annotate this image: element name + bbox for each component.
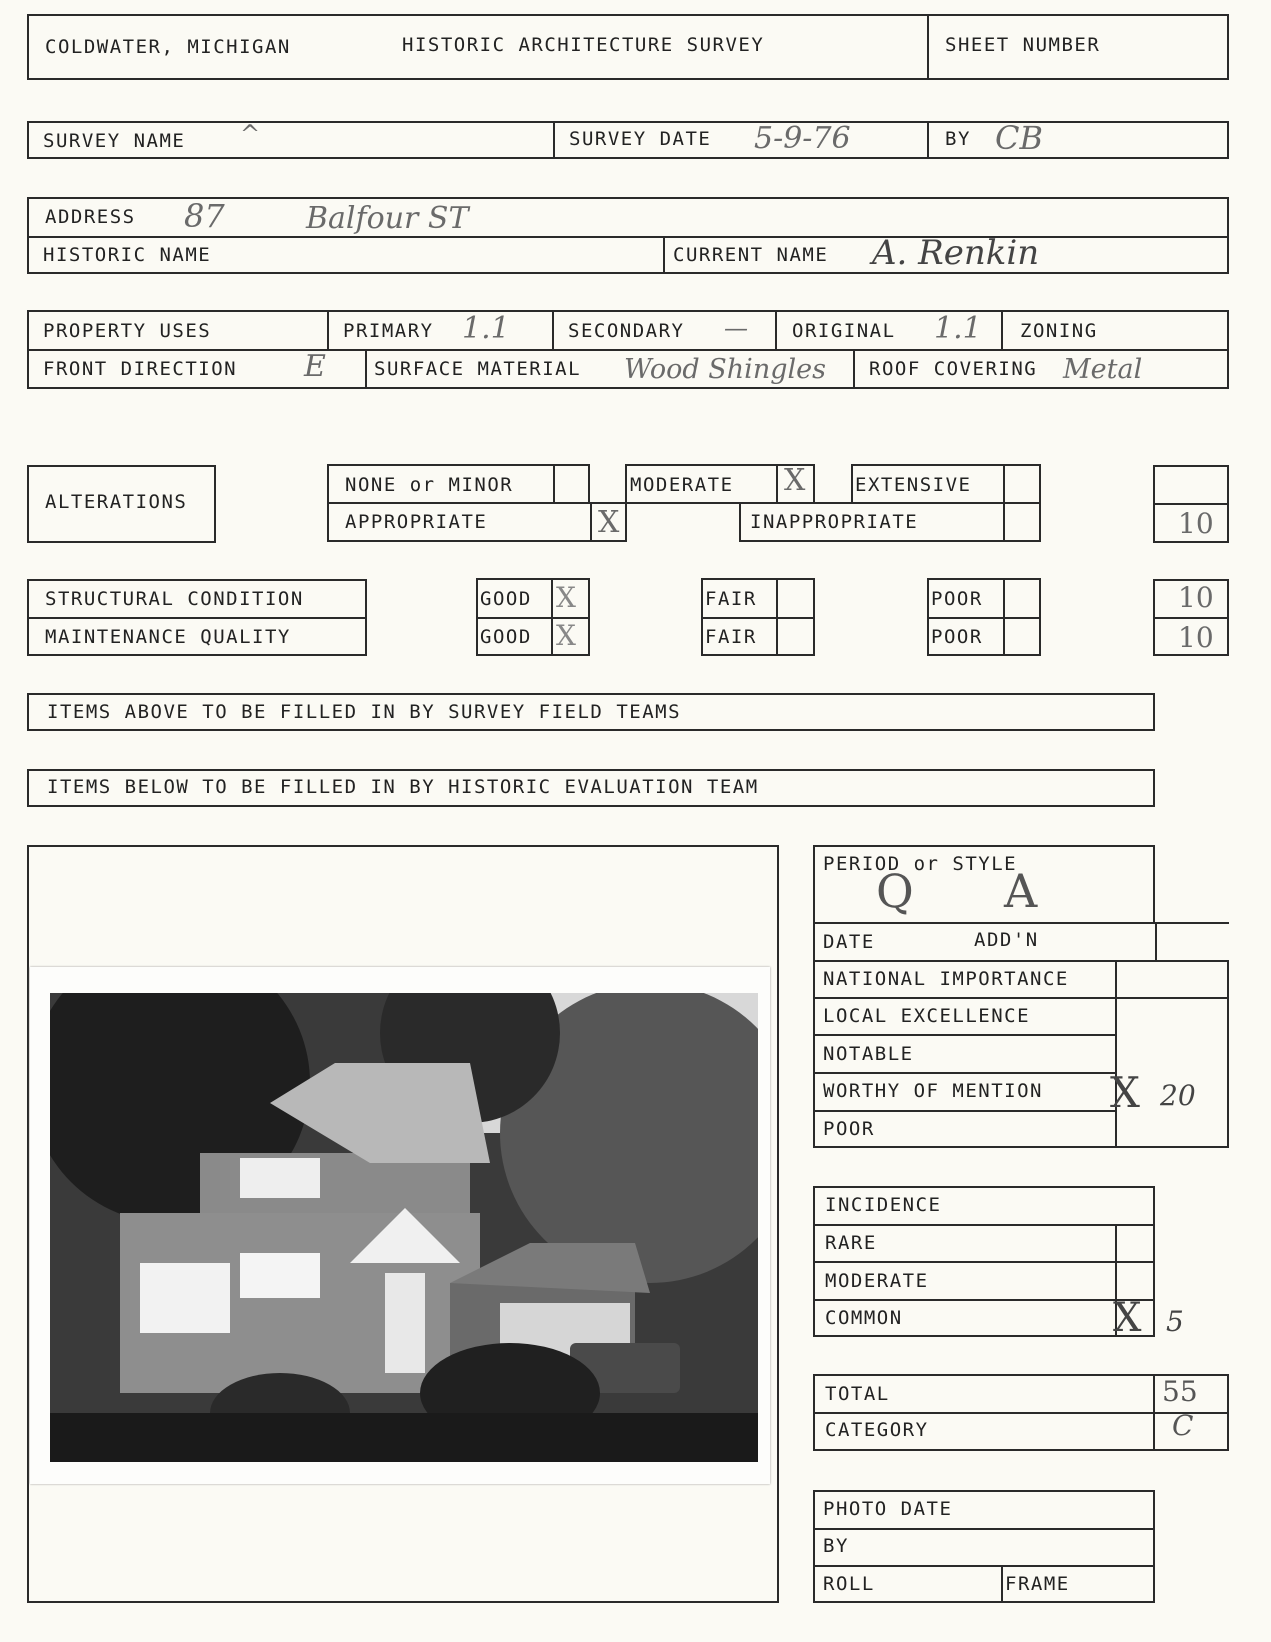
header-divider	[927, 14, 929, 80]
none-minor-checkbox-divider	[553, 464, 555, 504]
condition-label-divider	[27, 617, 367, 619]
category-value: C	[1172, 1409, 1194, 1442]
period-style-label: PERIOD or STYLE	[823, 853, 1018, 875]
survey-right-edge	[1227, 121, 1229, 159]
appropriate-checkbox-divider	[590, 502, 592, 542]
total-value: 55	[1162, 1375, 1198, 1408]
original-value: 1.1	[934, 311, 982, 346]
front-direction-value: E	[304, 349, 326, 384]
incidence-row-2	[813, 1261, 1155, 1263]
photo-info-row-1	[813, 1528, 1155, 1530]
lower-window-right	[240, 1253, 320, 1298]
structural-good-mark: X	[556, 581, 576, 614]
maintenance-score: 10	[1178, 621, 1214, 654]
current-name-label: CURRENT NAME	[673, 244, 829, 266]
moderate-label: MODERATE	[630, 474, 734, 496]
importance-row-3	[813, 1034, 1117, 1036]
good-label-structural: GOOD	[480, 588, 532, 610]
property-divider-4	[1001, 310, 1003, 349]
surface-material-value: Wood Shingles	[624, 354, 826, 385]
condition-score-divider	[1153, 617, 1229, 619]
surface-material-label: SURFACE MATERIAL	[374, 358, 582, 380]
importance-row-5	[813, 1110, 1117, 1112]
structural-condition-label: STRUCTURAL CONDITION	[45, 588, 304, 610]
local-excellence-label: LOCAL EXCELLENCE	[823, 1005, 1031, 1027]
incidence-row-1	[813, 1224, 1155, 1226]
current-name-value: A. Renkin	[872, 233, 1040, 273]
good-checkbox-divider	[551, 578, 553, 656]
photo-mount	[30, 967, 770, 1484]
totals-row-divider	[813, 1412, 1229, 1414]
rare-label: RARE	[825, 1232, 877, 1254]
address-row-divider	[27, 236, 1229, 238]
primary-label: PRIMARY	[343, 320, 434, 342]
poor-label-maintenance: POOR	[931, 626, 983, 648]
survey-date-value: 5-9-76	[754, 121, 851, 156]
lower-window-left	[140, 1263, 230, 1333]
city-label: COLDWATER, MICHIGAN	[45, 36, 291, 58]
importance-score-right-edge	[1227, 960, 1229, 1148]
worthy-of-mention-label: WORTHY OF MENTION	[823, 1080, 1043, 1102]
maintenance-quality-label: MAINTENANCE QUALITY	[45, 626, 291, 648]
survey-name-label: SURVEY NAME	[43, 130, 186, 152]
roof-covering-label: ROOF COVERING	[869, 358, 1038, 380]
property-divider-6	[853, 349, 855, 389]
survey-name-value: ^	[240, 120, 261, 148]
survey-title: HISTORIC ARCHITECTURE SURVEY	[402, 34, 765, 56]
moderate-checkbox-divider	[776, 464, 778, 504]
front-door	[385, 1273, 425, 1373]
property-uses-label: PROPERTY USES	[43, 320, 212, 342]
category-label: CATEGORY	[825, 1419, 929, 1441]
frame-label: FRAME	[1005, 1573, 1070, 1595]
importance-checkbox-divider	[1115, 960, 1117, 1148]
maintenance-good-mark: X	[556, 619, 576, 652]
roll-label: ROLL	[823, 1573, 875, 1595]
national-importance-label: NATIONAL IMPORTANCE	[823, 968, 1069, 990]
property-divider-3	[775, 310, 777, 349]
poor-label: POOR	[823, 1118, 875, 1140]
worthy-score: 20	[1160, 1079, 1196, 1112]
photo-info-divider	[1001, 1565, 1003, 1603]
alterations-label: ALTERATIONS	[45, 491, 188, 513]
worthy-mark: X	[1110, 1068, 1140, 1117]
none-minor-label: NONE or MINOR	[345, 474, 514, 496]
survey-divider-1	[553, 121, 555, 159]
moderate-mark: X	[784, 463, 806, 498]
zoning-label: ZONING	[1020, 320, 1098, 342]
good-label-maintenance: GOOD	[480, 626, 532, 648]
extensive-label: EXTENSIVE	[855, 474, 972, 496]
roof-covering-value: Metal	[1063, 354, 1143, 385]
structural-score: 10	[1178, 581, 1214, 614]
address-number: 87	[184, 197, 225, 235]
address-street: Balfour ST	[306, 201, 469, 236]
front-direction-label: FRONT DIRECTION	[43, 358, 238, 380]
house-photo	[50, 993, 758, 1462]
date-label: DATE	[823, 931, 875, 953]
sheet-number-label: SHEET NUMBER	[945, 34, 1101, 56]
total-label: TOTAL	[825, 1383, 890, 1405]
photo-date-label: PHOTO DATE	[823, 1498, 953, 1520]
survey-by-value: CB	[995, 119, 1043, 157]
primary-value: 1.1	[462, 311, 510, 346]
property-row-divider	[27, 349, 1229, 351]
inappropriate-checkbox-divider	[1003, 502, 1005, 542]
importance-row-1	[813, 960, 1229, 962]
incidence-label: INCIDENCE	[825, 1194, 942, 1216]
poor-label-structural: POOR	[931, 588, 983, 610]
survey-date-label: SURVEY DATE	[569, 128, 712, 150]
historic-name-label: HISTORIC NAME	[43, 244, 212, 266]
incidence-moderate-label: MODERATE	[825, 1270, 929, 1292]
common-label: COMMON	[825, 1307, 903, 1329]
style-value: A	[1004, 864, 1038, 918]
photo-by-label: BY	[823, 1535, 849, 1557]
secondary-value: —	[724, 314, 748, 342]
importance-box-right-edge	[1155, 922, 1157, 960]
common-score: 5	[1166, 1305, 1184, 1338]
survey-divider-2	[927, 121, 929, 159]
secondary-label: SECONDARY	[568, 320, 685, 342]
property-divider-5	[365, 349, 367, 389]
common-mark: X	[1113, 1295, 1142, 1341]
fair-checkbox-divider	[776, 578, 778, 656]
property-divider-2	[552, 310, 554, 349]
lawn	[50, 1413, 758, 1462]
appropriate-label: APPROPRIATE	[345, 511, 488, 533]
survey-by-label: BY	[945, 128, 971, 150]
address-label: ADDRESS	[45, 206, 136, 228]
fair-label-maintenance: FAIR	[705, 626, 757, 648]
extensive-checkbox-divider	[1003, 464, 1005, 504]
property-divider-1	[327, 310, 329, 349]
fair-box-divider	[701, 617, 815, 619]
upper-window	[240, 1158, 320, 1198]
period-value: Q	[876, 864, 914, 918]
importance-row-4	[813, 1072, 1117, 1074]
fair-label-structural: FAIR	[705, 588, 757, 610]
address-divider	[663, 236, 665, 274]
alterations-score: 10	[1178, 507, 1214, 540]
photo-info-row-2	[813, 1565, 1155, 1567]
alterations-score-divider	[1153, 503, 1229, 505]
poor-checkbox-divider	[1003, 578, 1005, 656]
date-note: ADD'N	[974, 929, 1039, 951]
field-teams-note: ITEMS ABOVE TO BE FILLED IN BY SURVEY FIELD TEAMS	[47, 701, 682, 723]
original-label: ORIGINAL	[792, 320, 896, 342]
evaluation-team-note: ITEMS BELOW TO BE FILLED IN BY HISTORIC EVALUATION TEAM	[47, 776, 759, 798]
inappropriate-label: INAPPROPRIATE	[750, 511, 919, 533]
appropriate-mark: X	[598, 505, 620, 540]
totals-divider	[1153, 1374, 1155, 1451]
importance-row-2	[813, 997, 1229, 999]
incidence-row-3	[813, 1299, 1155, 1301]
poor-box-divider	[927, 617, 1041, 619]
notable-label: NOTABLE	[823, 1043, 914, 1065]
